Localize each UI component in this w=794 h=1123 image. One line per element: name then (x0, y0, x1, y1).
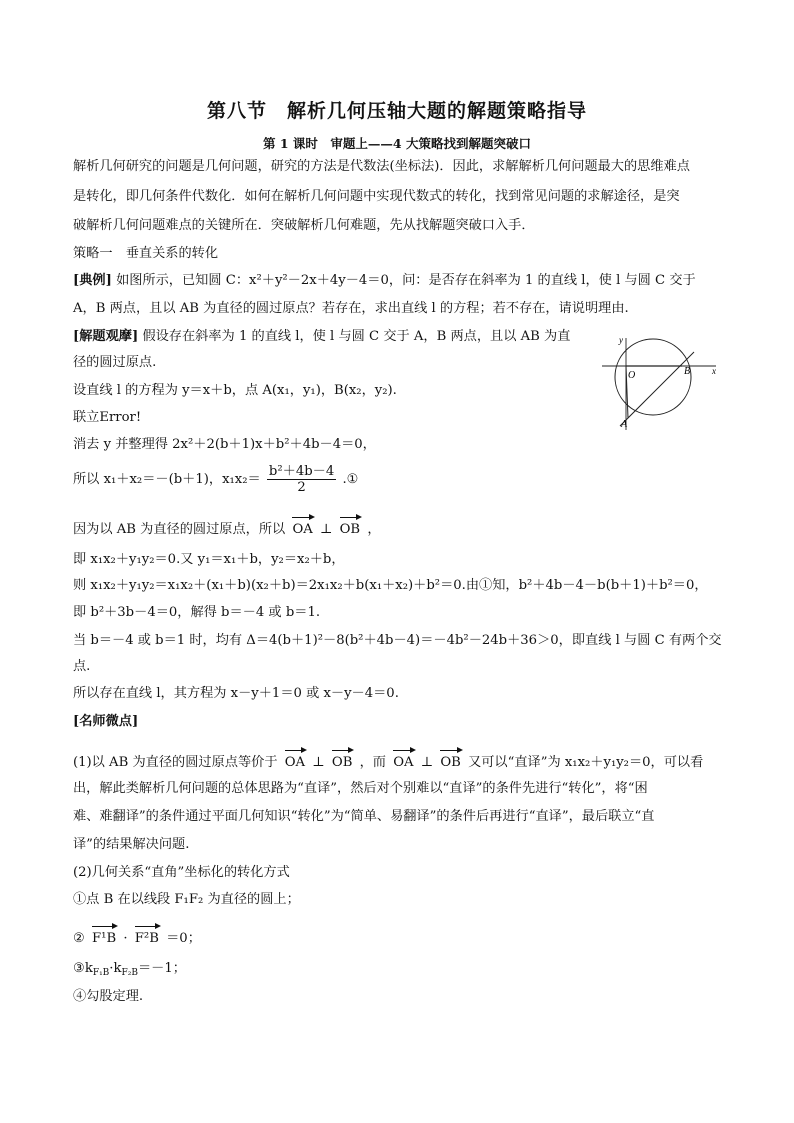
solution-line-2: 径的圆过原点. (73, 355, 157, 370)
intro-line-2: 是转化，即几何条件代数化．如何在解析几何问题中实现代数式的转化，找到常见问题的求解途径，是突 (73, 189, 680, 204)
vector-ob: OB (332, 748, 353, 772)
label-o: O (628, 370, 636, 381)
condition-4: ④勾股定理. (73, 989, 144, 1004)
example-line-2: A，B 两点，且以 AB 为直径的圆过原点？若存在，求出直线 l 的方程；若不存在，请说明理由. (73, 301, 629, 316)
dot-symbol: · (123, 931, 128, 946)
slope-k1: ③k (73, 961, 93, 976)
solution-line-13: 所以存在直线 l，其方程为 x－y＋1＝0 或 x－y－4＝0. (73, 686, 399, 701)
notes-line-5: (2)几何关系“直角”坐标化的转化方式 (73, 865, 290, 880)
label-a: A (621, 419, 628, 430)
notes-line-2: 出，解此类解析几何问题的总体思路为“直译”，然后对个别难以“直译”的条件先进行“转化”，将“困 (73, 781, 648, 796)
condition-3 (73, 960, 186, 982)
fraction-denominator: 2 (297, 480, 306, 495)
solution-line-10: 即 b²＋3b－4＝0，解得 b＝－4 或 b＝1. (73, 605, 321, 620)
notes-line-3: 难、难翻译”的条件通过平面几何知识“转化”为“简单、易翻译”的条件后再进行“直译”，最后联立“直 (73, 809, 655, 824)
intro-line-1: 解析几何研究的问题是几何问题，研究的方法是代数法(坐标法)．因此，求解解析几何问题最大的思维难点 (73, 159, 690, 174)
vector-oa: OA (292, 515, 312, 539)
label-b: B (684, 366, 691, 377)
notes-line-4: 译”的结果解决问题. (73, 837, 190, 852)
solution-line-4: 联立Error! (73, 410, 142, 425)
notes-heading: [名师微点] (73, 714, 139, 729)
solution-line-1 (73, 328, 570, 346)
example-line-1 (73, 272, 696, 290)
label-y: y (619, 335, 623, 345)
vector-ob: OB (440, 748, 461, 772)
notes-text-1b: ，而 (359, 755, 386, 770)
example-tag: [典例] (73, 273, 112, 288)
condition-1: ①点 B 在以线段 F₁F₂ 为直径的圆上； (73, 892, 300, 907)
solution-line-5: 消去 y 并整理得 2x²＋2(b＋1)x＋b²＋4b－4＝0， (73, 437, 376, 452)
slope-subscript-2: F₂B (121, 968, 138, 978)
notes-line-1 (73, 748, 703, 772)
solution-line-6 (73, 464, 358, 495)
label-x: x (712, 366, 716, 376)
lesson-subtitle: 第 1 课时 审题上——4 大策略找到解题突破口 (263, 136, 531, 151)
product-fraction (267, 464, 336, 495)
page-title: 第八节 解析几何压轴大题的解题策略指导 (206, 100, 587, 122)
intro-line-3: 破解析几何问题难点的关键所在．突破解析几何难题，先从找解题突破口入手． (73, 218, 535, 233)
solution-tag: [解题观摩] (73, 329, 139, 344)
solution-line-8: 即 x₁x₂＋y₁y₂＝0.又 y₁＝x₁＋b，y₂＝x₂＋b， (73, 552, 345, 567)
solution-line-7 (73, 515, 381, 539)
fraction-numerator: b²＋4b－4 (268, 464, 335, 479)
example-text-1: 如图所示，已知圆 C：x²＋y²－2x＋4y－4＝0，问：是否存在斜率为 1 的直线 l，使 l 与圆 C 交于 (116, 273, 696, 288)
comma: ， (367, 522, 381, 537)
vector-oa: OA (285, 748, 305, 772)
slope-subscript-1: F₁B (92, 968, 110, 978)
solution-line-11: 当 b＝－4 或 b＝1 时，均有 Δ＝4(b＋1)²－8(b²＋4b－4)＝－4b²－24b＋36＞0，即直线 l 与圆 C 有两个交 (73, 633, 722, 648)
perp-symbol: ⊥ (420, 755, 434, 770)
diameter-condition-text: 因为以 AB 为直径的圆过原点，所以 (73, 522, 286, 537)
vector-ob: OB (340, 515, 361, 539)
condition-3-end: ＝－1； (137, 961, 186, 976)
condition-2-number: ② (73, 931, 85, 946)
strategy-heading: 策略一 垂直关系的转化 (73, 246, 219, 261)
condition-2-end: ＝0； (166, 931, 201, 946)
notes-text-1a: (1)以 AB 为直径的圆过原点等价于 (73, 755, 278, 770)
solution-text-1: 假设存在斜率为 1 的直线 l，使 l 与圆 C 交于 A，B 两点，且以 AB 为直 (142, 329, 571, 344)
notes-text-1c: 又可以“直译”为 x₁x₂＋y₁y₂＝0，可以看 (468, 755, 704, 770)
vector-f2b: F²B (135, 924, 159, 948)
solution-line-12: 点. (73, 659, 91, 674)
solution-line-9: 则 x₁x₂＋y₁y₂＝x₁x₂＋(x₁＋b)(x₂＋b)＝2x₁x₂＋b(x₁＋x₂)＋b²＝0.由①知，b²＋4b－4－b(b＋1)＋b²＝0， (73, 578, 708, 593)
vector-oa: OA (393, 748, 413, 772)
slope-k2: ·k (109, 961, 122, 976)
perp-symbol: ⊥ (312, 755, 325, 770)
condition-2 (73, 924, 201, 948)
equation-marker: .① (342, 472, 359, 487)
circle-line-figure (598, 334, 722, 432)
vector-f1b: F¹B (92, 924, 116, 948)
solution-line-3: 设直线 l 的方程为 y＝x＋b，点 A(x₁，y₁)，B(x₂，y₂). (73, 383, 397, 398)
sum-product-text: 所以 x₁＋x₂＝－(b＋1)，x₁x₂＝ (73, 472, 261, 487)
perp-symbol: ⊥ (319, 522, 333, 537)
